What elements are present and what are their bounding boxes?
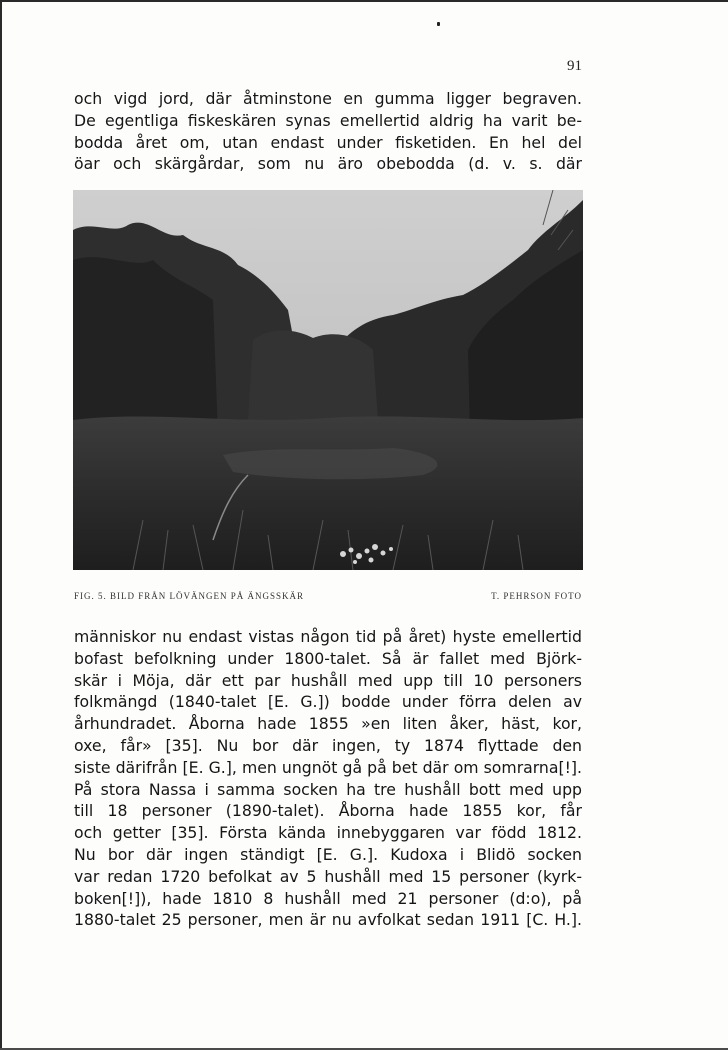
page-number: 91 [567, 58, 582, 74]
text-line: var redan 1720 befolkat av 5 hushåll med 15 personer (kyrk- [74, 866, 582, 886]
print-speck [437, 22, 440, 26]
figure-caption-text: FIG. 5. BILD FRÅN LÖVÄNGEN PÅ ÄNGSSKÄR [74, 591, 305, 601]
photo-credit: T. PEHRSON FOTO [491, 591, 582, 601]
text-line: människor nu endast vistas någon tid på året) hyste emellertid [74, 627, 582, 646]
page-edge-top [0, 0, 728, 2]
text-line: och vigd jord, där åtminstone en gumma ligger begraven. [74, 89, 582, 108]
text-line: boken[!]), hade 1810 8 hushåll med 21 personer (d:o), på [74, 888, 582, 908]
text-line: 1880-talet 25 personer, men är nu avfolkat sedan 1911 [C. H.]. [74, 910, 582, 930]
meadow-photo-image [73, 190, 583, 570]
page-edge-left [0, 0, 2, 1050]
paragraph-top [74, 88, 582, 175]
text-line: Nu bor där ingen ständigt [E. G.]. Kudoxa i Blidö socken [74, 844, 582, 864]
text-line: På stora Nassa i samma socken ha tre hushåll bott med upp [74, 779, 582, 799]
text-line: oxe, får» [35]. Nu bor där ingen, ty 1874 flyttade den [74, 735, 582, 755]
text-line: skär i Möja, där ett par hushåll med upp till 10 personers [74, 670, 582, 690]
text-line: århundradet. Åborna hade 1855 »en liten åker, häst, kor, [74, 714, 582, 734]
text-line: till 18 personer (1890-talet). Åborna hade 1855 kor, får [74, 801, 582, 821]
text-line: bodda året om, utan endast under fisketiden. En hel del [74, 132, 582, 152]
paragraph-bottom [74, 626, 582, 931]
figure-caption [74, 591, 582, 605]
text-line: De egentliga fiskeskären synas emellertid aldrig ha varit be- [74, 110, 582, 130]
meadow-photograph [73, 190, 583, 570]
text-line: folkmängd (1840-talet [E. G.]) bodde under förra delen av [74, 692, 582, 712]
text-line: öar och skärgårdar, som nu äro obebodda (d. v. s. där [74, 154, 582, 174]
text-line: bofast befolkning under 1800-talet. Så är fallet med Björk- [74, 648, 582, 668]
text-line: siste därifrån [E. G.], men ungnöt gå på bet där om somrarna[!]. [74, 757, 582, 777]
text-line: och getter [35]. Första kända innebyggaren var född 1812. [74, 823, 582, 843]
